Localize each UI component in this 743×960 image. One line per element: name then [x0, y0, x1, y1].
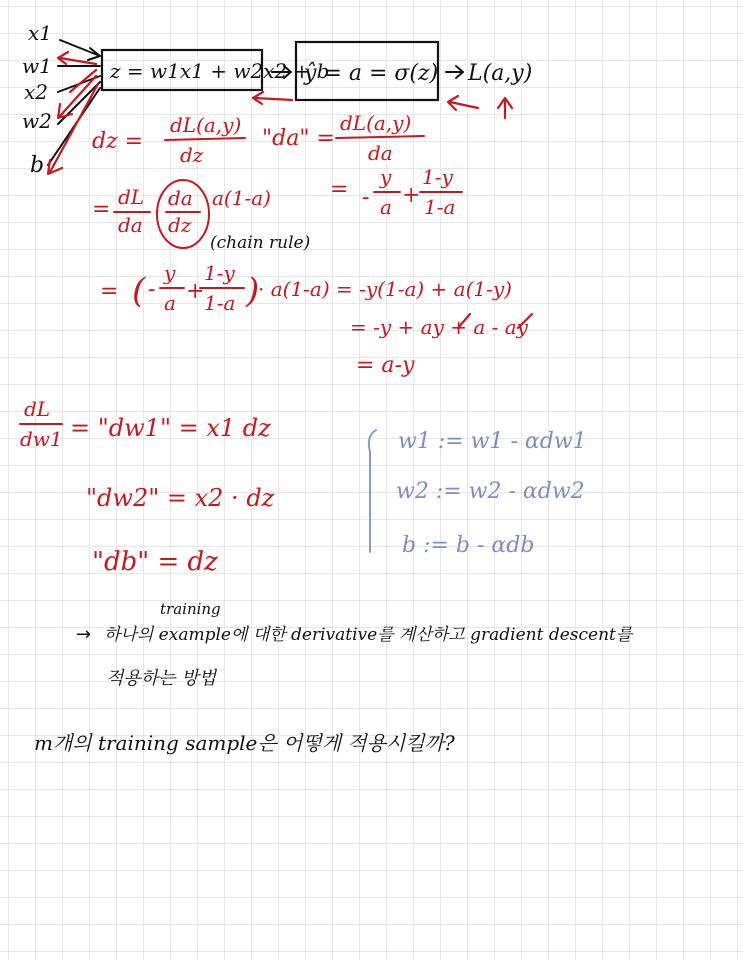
loss-expression: L(a,y)	[468, 61, 533, 86]
computation-graph	[22, 21, 532, 178]
svg-text:(: (	[132, 271, 146, 311]
da-lhs: "da" =	[262, 126, 335, 151]
db-formula: "db" = dz	[92, 547, 218, 577]
chain-num2: da	[168, 186, 193, 210]
arrow-yhat-to-loss	[446, 66, 463, 78]
da-result-den1: a	[380, 195, 392, 219]
chain-den1: da	[118, 213, 143, 237]
chain-den2: dz	[168, 213, 192, 237]
da-result-eq: =	[330, 177, 349, 202]
expand-den1: a	[164, 291, 176, 315]
input-w1: w1	[22, 54, 52, 78]
svg-text:+: +	[186, 279, 205, 304]
weight-gradients	[20, 397, 275, 577]
notes	[34, 600, 634, 755]
svg-text:·: ·	[154, 199, 161, 223]
da-result-den2: 1-a	[424, 195, 456, 219]
expand-eq: =	[100, 279, 119, 304]
chain-rule-note: (chain rule)	[210, 233, 311, 253]
dw1-num: dL	[24, 397, 51, 421]
dz-den: dz	[180, 143, 204, 167]
derivation	[92, 111, 532, 378]
z-expression: z = w1x1 + w2x2 + b	[110, 59, 330, 83]
question-line: m개의 training sample은 어떻게 적용시킬까?	[34, 731, 455, 755]
update-b: b := b - αdb	[402, 533, 535, 558]
input-w2: w2	[22, 109, 52, 133]
da-num: dL(a,y)	[340, 111, 412, 135]
svg-text:-: -	[362, 185, 370, 210]
yhat-expression: ŷ = a = σ(z)	[304, 61, 439, 86]
dw1-den: dw1	[20, 427, 63, 451]
da-den: da	[368, 141, 393, 165]
expand-num2: 1-y	[204, 261, 235, 285]
chain-tail: a(1-a)	[212, 186, 271, 210]
dz-num: dL(a,y)	[170, 113, 242, 137]
expand-num1: y	[164, 261, 176, 285]
step-2: = -y + ay + a - ay	[350, 315, 528, 339]
update-rules	[369, 429, 587, 558]
update-brace	[369, 430, 376, 552]
input-b: b	[30, 153, 45, 178]
svg-text:-: -	[148, 277, 156, 302]
dz-lhs: dz =	[92, 129, 144, 154]
update-w1: w1 := w1 - αdw1	[398, 429, 587, 454]
da-result-num2: 1-y	[422, 165, 453, 189]
update-w2: w2 := w2 - αdw2	[396, 479, 585, 504]
dw2-formula: "dw2" = x2 · dz	[86, 484, 275, 512]
note-arrow: →	[76, 624, 92, 645]
input-x1: x1	[28, 21, 53, 45]
da-result-num1: y	[380, 165, 392, 189]
chain-eq: =	[92, 197, 111, 222]
expand-den2: 1-a	[204, 291, 236, 315]
note-line-1: 하나의 example에 대한 derivative를 계산하고 gradient descent를	[104, 625, 633, 645]
step-3: = a-y	[356, 353, 415, 378]
chain-num1: dL	[118, 185, 145, 209]
dw1-rhs: = "dw1" = x1 dz	[70, 414, 271, 442]
svg-text:+: +	[402, 183, 421, 208]
note-line-2: 적용하는 방법	[106, 668, 217, 689]
training-insert: training	[160, 600, 221, 618]
expand-tail: · a(1-a) = -y(1-a) + a(1-y)	[258, 277, 512, 301]
input-x2: x2	[24, 80, 49, 104]
svg-text:): )	[246, 271, 260, 311]
